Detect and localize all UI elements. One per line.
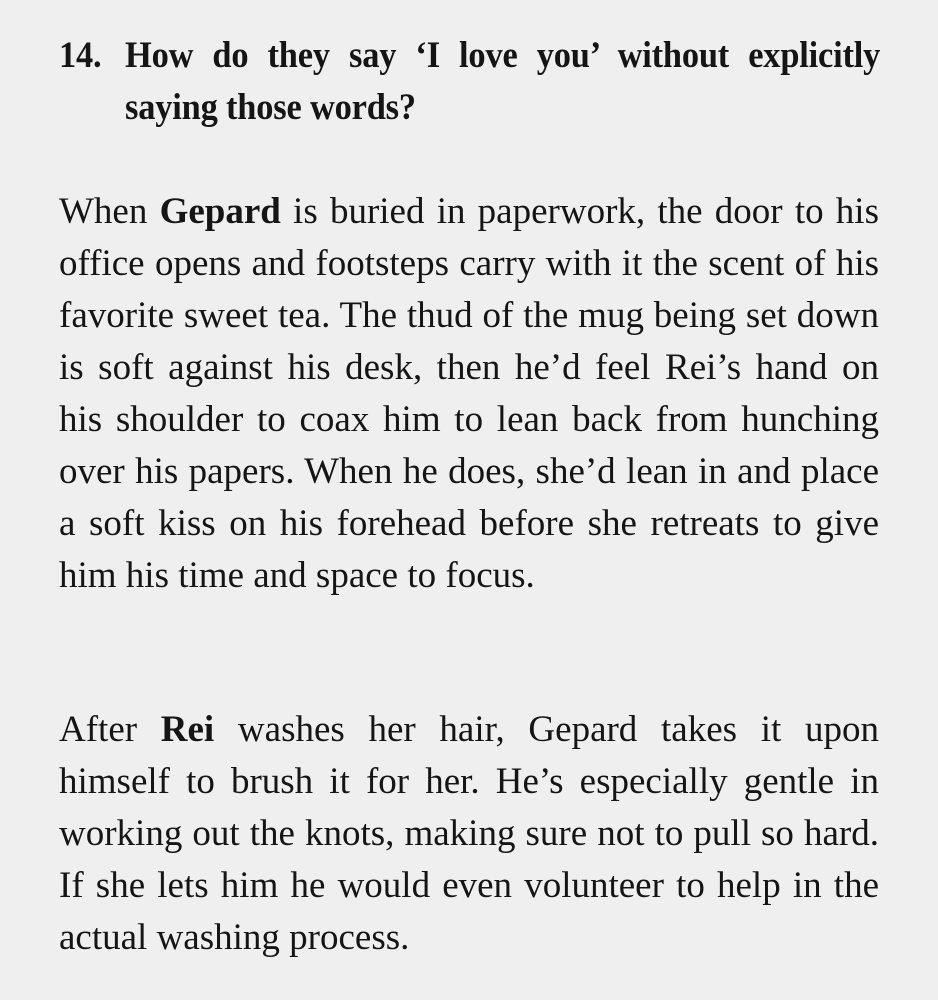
- paragraph-text-after: washes her hair, Gepard takes it upon himself to brush it for her. He’s especially gentle in working out the knots, making sure not to pull so hard. If she lets him he would even volunteer to help in the actual washing process.: [59, 709, 879, 958]
- paragraph-text-before: After: [59, 709, 161, 750]
- paragraph-gepard: [59, 186, 879, 602]
- paragraph-rei: [59, 704, 879, 964]
- character-name-gepard: Gepard: [159, 191, 281, 232]
- paragraph-text-before: When: [59, 191, 160, 232]
- character-name-rei: Rei: [160, 709, 215, 750]
- question-text: How do they say ‘I love you’ without explicitly saying those words?: [125, 35, 881, 128]
- question-number: 14.: [59, 35, 102, 76]
- paragraph-text-after: is buried in paperwork, the door to his office opens and footsteps carry with it the scent of his favorite sweet tea. The thud of the mug being set down is soft against his desk, then he’d feel Rei’s hand on his shoulder to coax him to lean back from hunching over his papers. When he does, she’d lean in and place a soft kiss on his forehead before she retreats to give him his time and space to focus.: [59, 191, 879, 596]
- question-heading: [59, 30, 879, 134]
